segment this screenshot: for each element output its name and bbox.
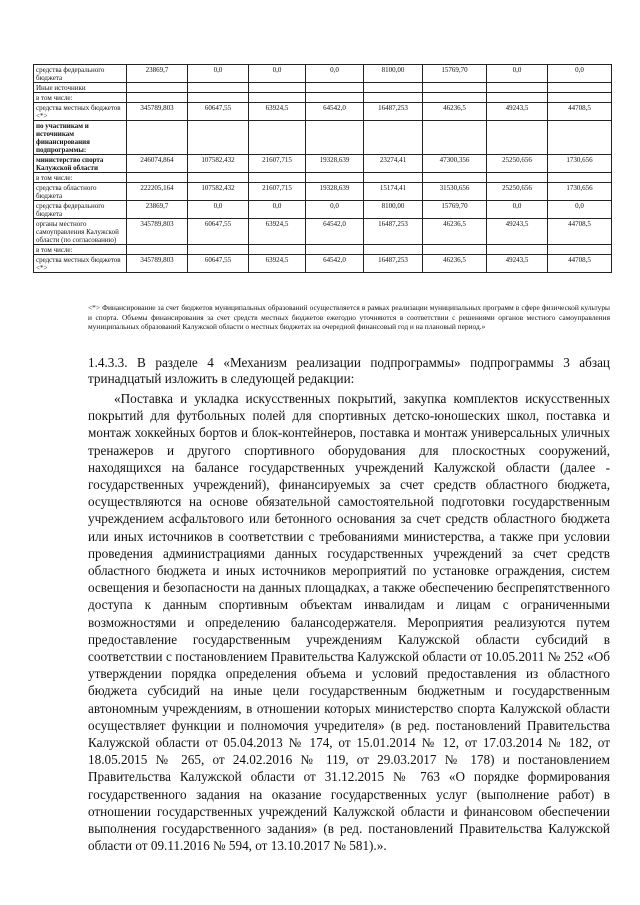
- value-cell: 1730,656: [548, 155, 612, 173]
- value-cell: 15769,70: [423, 201, 487, 219]
- value-cell: 8100,00: [364, 65, 423, 83]
- value-cell: [188, 83, 249, 93]
- value-cell: 0,0: [548, 65, 612, 83]
- value-cell: [423, 121, 487, 155]
- value-cell: [364, 93, 423, 103]
- row-label-cell: министерство спорта Калужской области: [34, 155, 127, 173]
- value-cell: 0,0: [306, 65, 364, 83]
- value-cell: 15769,70: [423, 65, 487, 83]
- value-cell: 0,0: [487, 65, 548, 83]
- value-cell: [423, 83, 487, 93]
- value-cell: 345789,803: [127, 255, 188, 273]
- value-cell: [548, 121, 612, 155]
- value-cell: 60647,55: [188, 219, 249, 245]
- row-label-cell: средства федерального бюджета: [34, 201, 127, 219]
- value-cell: 0,0: [188, 65, 249, 83]
- value-cell: 19328,639: [306, 155, 364, 173]
- value-cell: [487, 83, 548, 93]
- value-cell: 8100,00: [364, 201, 423, 219]
- value-cell: 16487,253: [364, 219, 423, 245]
- value-cell: 345789,803: [127, 219, 188, 245]
- footnote: <*> Финансирование за счет бюджетов муниципальных образований осуществляется в рамках реализации муниципальных программ в сфере физической культуры и спорта. Объемы финансирования за счет средств местных бюджетов ежегодно уточняются в соответствии с решениями органов местного самоуправления муниципальных образований Калужской области о местных бюджетах на очередной финансовый год и на плановый период.»: [88, 303, 610, 332]
- value-cell: 63924,5: [249, 255, 306, 273]
- table-row: [34, 93, 612, 103]
- value-cell: [127, 245, 188, 255]
- value-cell: 21607,715: [249, 155, 306, 173]
- value-cell: [306, 173, 364, 183]
- table-row: [34, 83, 612, 93]
- table-row: [34, 201, 612, 219]
- value-cell: 23274,41: [364, 155, 423, 173]
- value-cell: [364, 245, 423, 255]
- value-cell: [423, 245, 487, 255]
- row-label-cell: в том числе:: [34, 93, 127, 103]
- value-cell: [127, 93, 188, 103]
- value-cell: 46236,5: [423, 219, 487, 245]
- value-cell: [548, 173, 612, 183]
- value-cell: 0,0: [188, 201, 249, 219]
- value-cell: 60647,55: [188, 103, 249, 121]
- value-cell: 246074,864: [127, 155, 188, 173]
- value-cell: 1730,656: [548, 183, 612, 201]
- value-cell: 0,0: [487, 201, 548, 219]
- value-cell: 31530,656: [423, 183, 487, 201]
- value-cell: 23869,7: [127, 65, 188, 83]
- value-cell: 64542,0: [306, 103, 364, 121]
- value-cell: 16487,253: [364, 255, 423, 273]
- table-row: [34, 255, 612, 273]
- value-cell: 25250,656: [487, 155, 548, 173]
- main-paragraph: «Поставка и укладка искусственных покрытий, закупка комплектов искусственных покрытий для футбольных полей для спортивных детско-юношеских школ, поставка и монтаж хоккейных бортов и блок-контейнеров, поставка и монтаж универсальных уличных тренажеров и другого спортивного оборудования для плоскостных сооружений, находящихся на балансе государственных учреждений Калужской области (далее - государственных учреждений), финансируемых за счет средств областного бюджета, осуществляются на основе обязательной самостоятельной подготовки государственным учреждением асфальтового или бетонного основания за счет средств областного бюджета или иных источников в соответствии с требованиями министерства, а также при условии проведения администрациями данных государственных учреждений за счет средств областного бюджета и иных источников мероприятий по установке ограждения, систем освещения и безопасности на данных площадках, а также обеспечению беспрепятственного доступа к данным спортивным объектам инвалидам и лицам с ограниченными возможностями и определению балансодержателя. Мероприятия реализуются путем предоставление государственным учреждениям Калужской области субсидий в соответствии с постановлением Правительства Калужской области от 10.05.2011 № 252 «Об утверждении порядка определения объема и условий предоставления из областного бюджета субсидий на иные цели государственным бюджетным и государственным автономным учреждениям, в отношении которых министерство спорта Калужской области осуществляет функции и полномочия учредителя» (в ред. постановлений Правительства Калужской области от 05.04.2013 № 174, от 15.01.2014 № 12, от 17.03.2014 № 182, от 18.05.2015 № 265, от 24.02.2016 № 119, от 29.03.2017 № 178) и постановлением Правительства Калужской области от 31.12.2015 № 763 «О порядке формирования государственного задания на оказание государственных услуг (выполнение работ) в отношении государственных учреждений Калужской области и финансовом обеспечении выполнения государственного задания» (в ред. постановлений Правительства Калужской области от 09.11.2016 № 594, от 13.10.2017 № 581).».: [88, 391, 610, 854]
- value-cell: 63924,5: [249, 103, 306, 121]
- table-row: [34, 121, 612, 155]
- value-cell: 44708,5: [548, 103, 612, 121]
- value-cell: 47300,356: [423, 155, 487, 173]
- value-cell: 15174,41: [364, 183, 423, 201]
- value-cell: [249, 121, 306, 155]
- table-row: [34, 219, 612, 245]
- table-row: [34, 245, 612, 255]
- value-cell: 107582,432: [188, 155, 249, 173]
- value-cell: 107582,432: [188, 183, 249, 201]
- value-cell: [249, 173, 306, 183]
- value-cell: [423, 93, 487, 103]
- value-cell: [364, 83, 423, 93]
- value-cell: [188, 121, 249, 155]
- value-cell: [306, 245, 364, 255]
- budget-table-body: [34, 65, 612, 273]
- value-cell: [306, 93, 364, 103]
- row-label-cell: органы местного самоуправления Калужской области (по согласованию): [34, 219, 127, 245]
- table-row: [34, 65, 612, 83]
- value-cell: 64542,0: [306, 219, 364, 245]
- value-cell: [487, 173, 548, 183]
- value-cell: [127, 83, 188, 93]
- value-cell: [423, 173, 487, 183]
- value-cell: 49243,5: [487, 219, 548, 245]
- value-cell: 64542,0: [306, 255, 364, 273]
- row-label-cell: Иные источники: [34, 83, 127, 93]
- value-cell: 345789,803: [127, 103, 188, 121]
- value-cell: [127, 173, 188, 183]
- value-cell: 44708,5: [548, 255, 612, 273]
- value-cell: 49243,5: [487, 255, 548, 273]
- value-cell: 0,0: [249, 65, 306, 83]
- value-cell: 46236,5: [423, 103, 487, 121]
- budget-table: [33, 64, 612, 273]
- value-cell: [548, 83, 612, 93]
- value-cell: 44708,5: [548, 219, 612, 245]
- value-cell: 63924,5: [249, 219, 306, 245]
- value-cell: 46236,5: [423, 255, 487, 273]
- row-label-cell: средства местных бюджетов <*>: [34, 103, 127, 121]
- value-cell: 16487,253: [364, 103, 423, 121]
- table-row: [34, 173, 612, 183]
- value-cell: [364, 173, 423, 183]
- value-cell: [249, 83, 306, 93]
- value-cell: 222205,164: [127, 183, 188, 201]
- value-cell: [548, 93, 612, 103]
- value-cell: [127, 121, 188, 155]
- value-cell: [249, 245, 306, 255]
- value-cell: 0,0: [548, 201, 612, 219]
- row-label-cell: средства федерального бюджета: [34, 65, 127, 83]
- value-cell: [306, 121, 364, 155]
- value-cell: [548, 245, 612, 255]
- value-cell: 0,0: [249, 201, 306, 219]
- value-cell: [487, 93, 548, 103]
- row-label-cell: средства местных бюджетов <*>: [34, 255, 127, 273]
- value-cell: 23869,7: [127, 201, 188, 219]
- value-cell: [487, 245, 548, 255]
- value-cell: [306, 83, 364, 93]
- table-row: [34, 183, 612, 201]
- value-cell: [364, 121, 423, 155]
- section-intro: 1.4.3.3. В разделе 4 «Механизм реализации подпрограммы» подпрограммы 3 абзац тринадцатый изложить в следующей редакции:: [88, 355, 610, 387]
- row-label-cell: в том числе:: [34, 173, 127, 183]
- row-label-cell: средства областного бюджета: [34, 183, 127, 201]
- value-cell: 19328,639: [306, 183, 364, 201]
- table-row: [34, 155, 612, 173]
- table-row: [34, 103, 612, 121]
- value-cell: 25250,656: [487, 183, 548, 201]
- row-label-cell: в том числе:: [34, 245, 127, 255]
- value-cell: [188, 93, 249, 103]
- value-cell: [249, 93, 306, 103]
- value-cell: [188, 173, 249, 183]
- value-cell: 0,0: [306, 201, 364, 219]
- row-label-cell: по участникам и источникам финансирования подпрограммы:: [34, 121, 127, 155]
- value-cell: 60647,55: [188, 255, 249, 273]
- value-cell: 49243,5: [487, 103, 548, 121]
- value-cell: [188, 245, 249, 255]
- value-cell: [487, 121, 548, 155]
- value-cell: 21607,715: [249, 183, 306, 201]
